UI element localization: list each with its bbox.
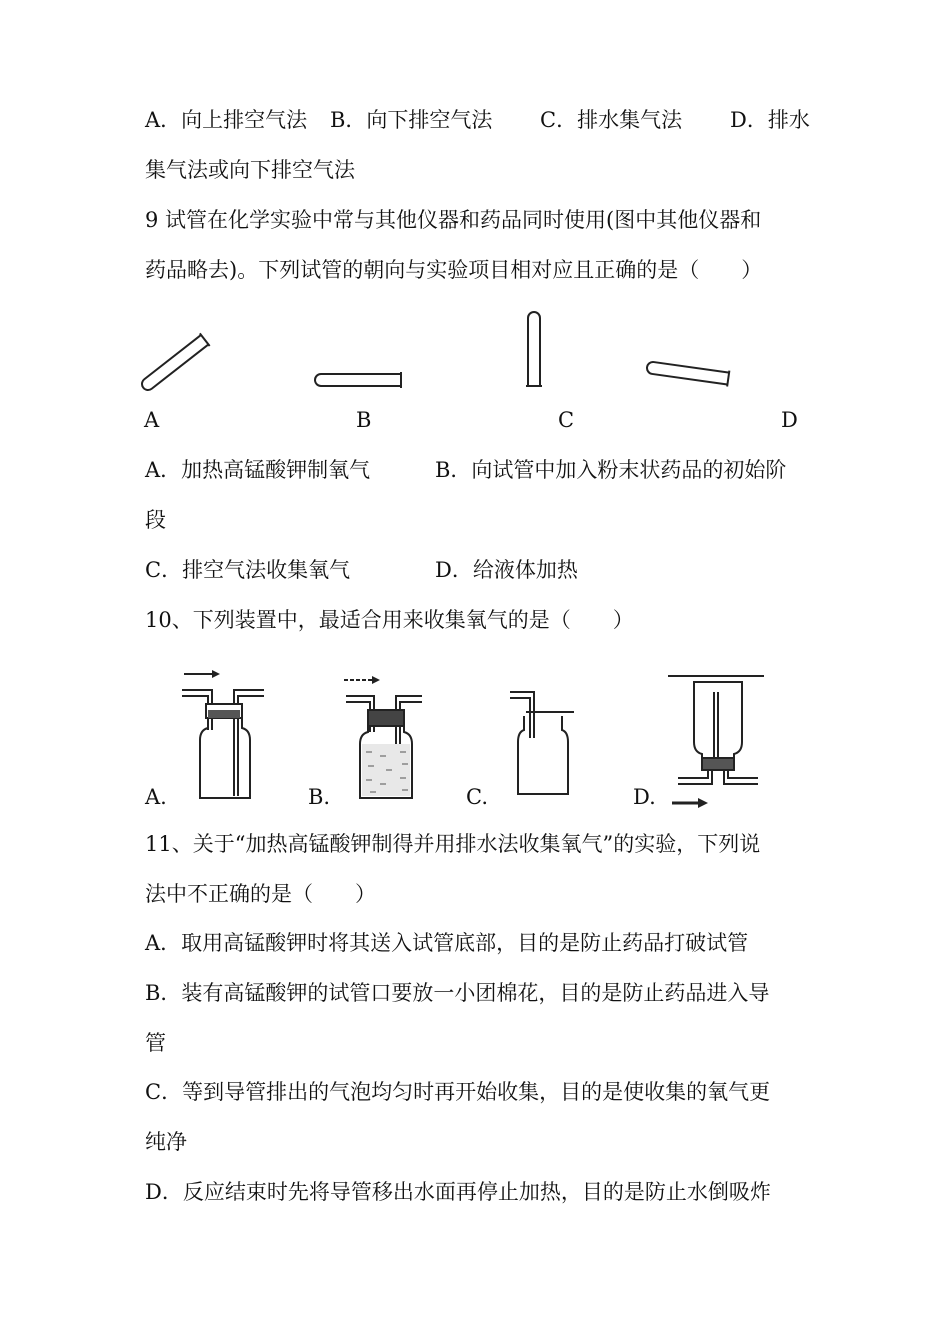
- q10-figure-label-d: D.: [633, 785, 656, 809]
- q11-stem-line1: 11、关于“加热高锰酸钾制得并用排水法收集氧气”的实验，下列说: [145, 832, 761, 856]
- right-arrow-icon: [670, 797, 710, 809]
- gas-bottle-long-in-short-out-image: [178, 668, 268, 803]
- q9-option-d: D．给液体加热: [435, 558, 578, 582]
- q8-option-d-continued: 集气法或向下排空气法: [145, 158, 355, 182]
- q11-option-b: B．装有高锰酸钾的试管口要放一小团棉花，目的是防止药品进入导: [145, 981, 770, 1005]
- q10-stem: 10、下列装置中，最适合用来收集氧气的是（ ）: [145, 608, 634, 632]
- q9-option-b: B．向试管中加入粉末状药品的初始阶: [435, 458, 787, 482]
- q8-option-b: B．向下排空气法: [330, 108, 493, 132]
- test-tube-slightly-tilted-down-image: [645, 360, 735, 390]
- test-tube-vertical-inverted-image: [524, 310, 548, 390]
- q9-option-c: C．排空气法收集氧气: [145, 558, 351, 582]
- q10-figure-label-c: C.: [466, 785, 488, 809]
- test-tube-figure-d: [645, 360, 735, 395]
- q9-option-a: A．加热高锰酸钾制氧气: [145, 458, 371, 482]
- gas-bottle-with-water-image: [340, 672, 430, 807]
- q11-option-c: C．等到导管排出的气泡均匀时再开始收集，目的是使收集的氧气更: [145, 1080, 771, 1104]
- gas-bottle-figure-a: [178, 668, 268, 808]
- test-tube-figure-c: [524, 310, 548, 395]
- q11-option-c-continued: 纯净: [145, 1130, 187, 1154]
- gas-bottle-open-tube-image: [504, 686, 584, 801]
- test-tube-horizontal-image: [315, 370, 405, 390]
- q9-figure-label-a: A: [144, 408, 160, 432]
- q8-option-d: D．排水: [730, 108, 810, 132]
- q11-option-a: A．取用高锰酸钾时将其送入试管底部，目的是防止药品打破试管: [145, 931, 749, 955]
- q10-figure-label-a: A.: [145, 785, 167, 809]
- q8-option-a: A．向上排空气法: [145, 108, 308, 132]
- q9-figure-label-c: C: [558, 408, 575, 432]
- q9-option-b-continued: 段: [145, 508, 166, 532]
- q9-figure-label-b: B: [356, 408, 372, 432]
- q9-stem-line2: 药品略去)。下列试管的朝向与实验项目相对应且正确的是（ ）: [145, 258, 763, 282]
- gas-bottle-figure-c: [504, 686, 584, 806]
- test-tube-figure-a: [140, 336, 220, 401]
- q11-option-b-continued: 管: [145, 1031, 166, 1055]
- q9-stem-line1: 9 试管在化学实验中常与其他仪器和药品同时使用(图中其他仪器和: [145, 208, 762, 232]
- q8-option-c: C．排水集气法: [540, 108, 683, 132]
- q9-figure-label-d: D: [781, 408, 798, 432]
- q11-stem-line2: 法中不正确的是（ ）: [145, 882, 376, 906]
- test-tube-tilted-up-image: [140, 336, 220, 396]
- test-tube-figure-b: [315, 370, 405, 395]
- gas-bottle-figure-b: [340, 672, 430, 812]
- q10-figure-label-b: B.: [308, 785, 331, 809]
- gas-flow-arrow-d: [670, 790, 710, 814]
- q11-option-d: D．反应结束时先将导管移出水面再停止加热，目的是防止水倒吸炸: [145, 1180, 771, 1204]
